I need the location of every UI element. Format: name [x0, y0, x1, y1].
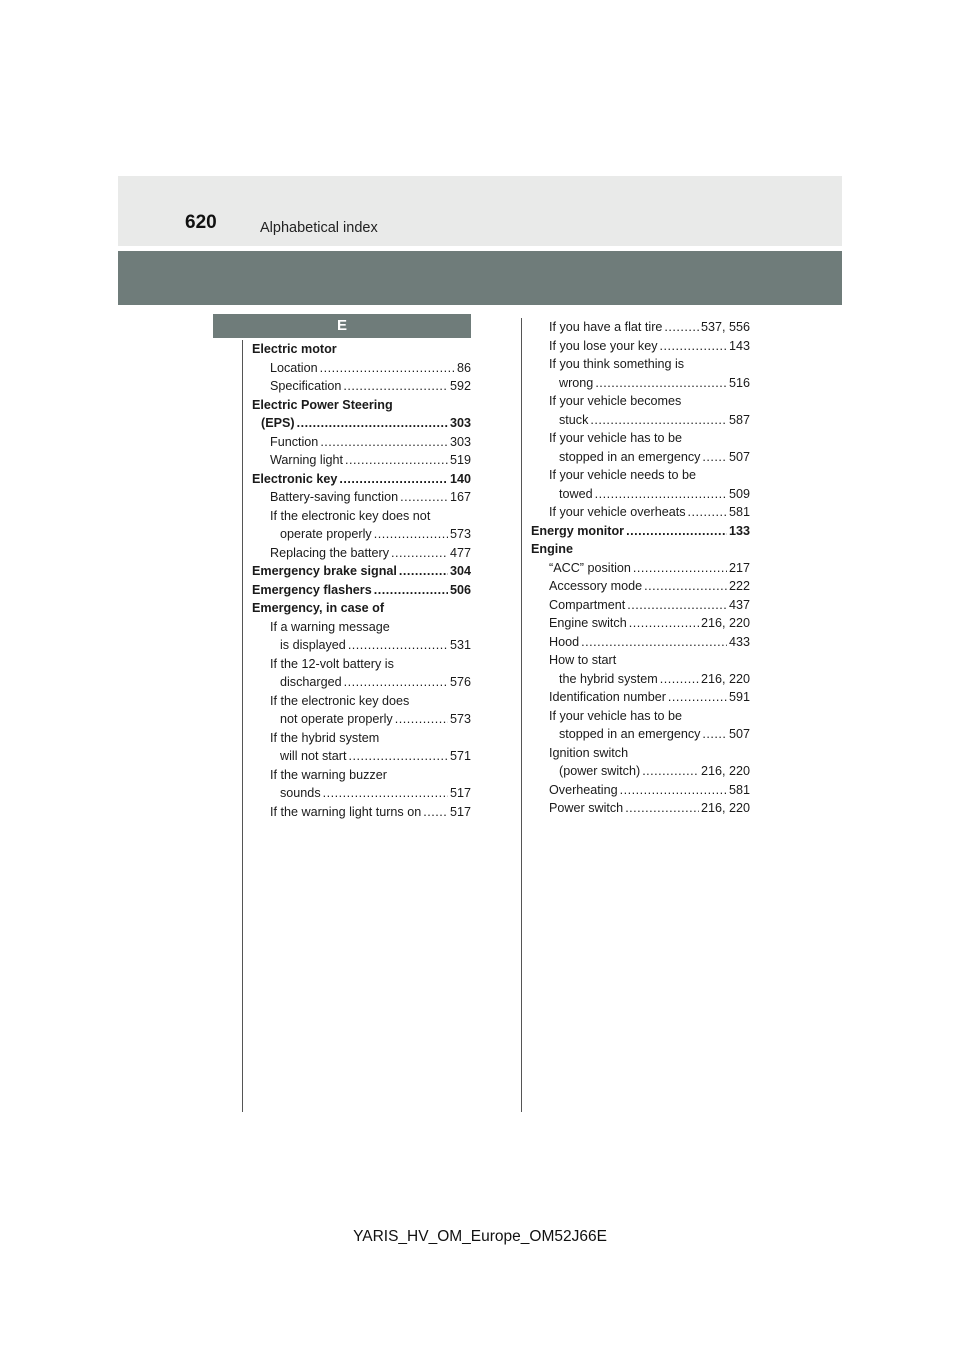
index-entry-page: 216, 220	[700, 801, 750, 815]
dot-leader	[423, 803, 448, 822]
index-entry-term: Accessory mode	[549, 579, 643, 593]
index-entry-term: is displayed	[280, 638, 346, 652]
index-entry	[531, 596, 750, 615]
index-entry	[531, 781, 750, 800]
index-entry	[252, 451, 471, 470]
index-letter-tab: E	[213, 314, 471, 338]
dot-leader	[660, 337, 727, 356]
index-entry	[252, 581, 471, 600]
index-entry-page: 304	[449, 564, 471, 578]
index-entry	[252, 692, 471, 711]
index-entry-term: How to start	[549, 653, 617, 667]
index-entry-term: Identification number	[549, 690, 666, 704]
index-entry-page: 537, 556	[700, 320, 750, 334]
index-entry-term: Energy monitor	[531, 523, 625, 538]
index-entry	[531, 466, 750, 485]
index-entry	[531, 670, 750, 689]
index-entry-term: If your vehicle needs to be	[549, 468, 697, 482]
index-entry	[531, 633, 750, 652]
index-entry	[531, 392, 750, 411]
index-entry	[252, 747, 471, 766]
index-entry	[252, 655, 471, 674]
dot-leader	[374, 581, 448, 600]
index-entry	[252, 803, 471, 822]
index-entry-term: Engine	[531, 542, 573, 556]
dot-leader	[642, 762, 699, 781]
dot-leader	[627, 596, 727, 615]
index-entry-page: 587	[728, 412, 750, 427]
index-entry-page: 592	[449, 379, 471, 393]
index-entry-page: 517	[449, 786, 471, 800]
dot-leader	[349, 747, 448, 766]
index-entry-term: If your vehicle overheats	[549, 505, 686, 519]
index-entry	[531, 448, 750, 467]
index-entry-page: 167	[449, 490, 471, 504]
index-entry-page: 581	[728, 782, 750, 797]
index-entry	[252, 340, 471, 359]
index-entry-term: Power switch	[549, 801, 624, 815]
index-entry	[531, 559, 750, 578]
dot-leader	[595, 374, 727, 393]
dot-leader	[668, 688, 727, 707]
index-entry	[252, 433, 471, 452]
dot-leader	[688, 503, 727, 522]
dot-leader	[625, 799, 699, 818]
index-entry-term: Emergency flashers	[252, 582, 372, 597]
index-entry	[531, 762, 750, 781]
index-entry-page: 506	[449, 582, 471, 597]
index-entry-term: If you lose your key	[549, 338, 658, 353]
index-entry-term: Emergency brake signal	[252, 564, 397, 578]
index-entry	[531, 522, 750, 541]
index-entry-page: 216, 220	[700, 671, 750, 686]
header-top-band	[118, 176, 842, 246]
index-entry-term: Hood	[549, 634, 580, 649]
page-number: 620	[185, 212, 217, 233]
index-entry-term: the hybrid system	[559, 671, 658, 686]
index-entry-term: Electric Power Steering	[252, 397, 393, 412]
index-entry-term: (power switch)	[559, 764, 641, 778]
index-entry-page: 509	[728, 486, 750, 501]
index-entry-term: Warning light	[270, 453, 344, 467]
index-entry-page: 217	[728, 560, 750, 575]
index-entry-term: If your vehicle has to be	[549, 708, 683, 723]
index-entry	[252, 673, 471, 692]
index-entry-page: 507	[728, 727, 750, 741]
dot-leader	[374, 525, 448, 544]
index-entry-term: towed	[559, 486, 593, 501]
index-column-right	[531, 318, 750, 818]
index-entry	[531, 688, 750, 707]
index-entry-term: If the electronic key does not	[270, 508, 431, 523]
dot-leader	[323, 784, 448, 803]
dot-leader	[590, 411, 727, 430]
index-entry	[531, 503, 750, 522]
index-entry-term: stopped in an emergency	[559, 727, 701, 741]
index-entry	[252, 710, 471, 729]
index-entry	[252, 377, 471, 396]
dot-leader	[581, 633, 727, 652]
index-entry-page: 516	[728, 375, 750, 390]
dot-leader	[660, 670, 699, 689]
index-entry-page: 576	[449, 675, 471, 689]
index-entry-page: 581	[728, 505, 750, 519]
index-entry-term: If the warning buzzer	[270, 767, 387, 782]
dot-leader	[702, 448, 727, 467]
index-entry-page: 517	[449, 804, 471, 819]
index-entry	[252, 784, 471, 803]
index-entry	[252, 525, 471, 544]
section-title: Alphabetical index	[260, 220, 378, 236]
index-entry-page: 143	[728, 338, 750, 353]
dot-leader	[664, 318, 699, 337]
dot-leader	[626, 522, 727, 541]
index-entry	[252, 470, 471, 489]
index-entry-term: Function	[270, 434, 319, 449]
dot-leader	[348, 636, 448, 655]
dot-leader	[339, 470, 448, 489]
index-entry-term: sounds	[280, 786, 321, 800]
index-entry	[252, 636, 471, 655]
dot-leader	[633, 559, 727, 578]
index-entry	[252, 507, 471, 526]
dot-leader	[620, 781, 727, 800]
index-entry	[252, 414, 471, 433]
index-entry	[531, 799, 750, 818]
dot-leader	[344, 673, 448, 692]
index-entry-page: 133	[728, 523, 750, 538]
index-entry-page: 86	[456, 360, 471, 375]
index-entry	[531, 374, 750, 393]
dot-leader	[702, 725, 727, 744]
index-entry-page: 216, 220	[700, 616, 750, 630]
index-entry-term: operate properly	[280, 527, 372, 541]
document-code: YARIS_HV_OM_Europe_OM52J66E	[353, 1228, 607, 1245]
index-entry-term: If a warning message	[270, 619, 390, 634]
header-band	[118, 251, 842, 305]
index-entry-page: 437	[728, 597, 750, 612]
index-entry	[531, 744, 750, 763]
index-entry	[531, 540, 750, 559]
left-column-rule	[242, 340, 243, 1112]
index-entry-term: discharged	[280, 675, 342, 689]
index-entry-term: If the 12-volt battery is	[270, 656, 394, 671]
index-entry-term: Replacing the battery	[270, 545, 390, 560]
index-entry	[531, 355, 750, 374]
index-entry-page: 531	[449, 638, 471, 652]
index-entry	[252, 766, 471, 785]
index-entry-term: stuck	[559, 412, 589, 427]
index-entry-term: Engine switch	[549, 616, 627, 630]
index-entry	[531, 725, 750, 744]
index-entry-page: 519	[449, 453, 471, 467]
dot-leader	[320, 359, 455, 378]
index-entry-term: If your vehicle becomes	[549, 394, 682, 408]
index-entry-term: “ACC” position	[549, 560, 631, 575]
index-entry-term: Compartment	[549, 597, 626, 612]
index-entry	[252, 599, 471, 618]
index-entry-term: not operate properly	[280, 712, 393, 726]
index-entry-term: Specification	[270, 379, 342, 393]
index-entry	[531, 651, 750, 670]
index-entry	[252, 488, 471, 507]
index-entry-page: 477	[449, 545, 471, 560]
index-entry-page: 591	[728, 690, 750, 704]
index-entry	[252, 359, 471, 378]
index-entry-term: Location	[270, 360, 318, 375]
index-entry-page: 573	[449, 712, 471, 726]
dot-leader	[644, 577, 727, 596]
dot-leader	[629, 614, 699, 633]
index-entry	[252, 562, 471, 581]
index-entry-page: 222	[728, 579, 750, 593]
index-entry-term: stopped in an emergency	[559, 449, 701, 464]
index-entry-term: wrong	[559, 375, 594, 390]
index-entry-term: Emergency, in case of	[252, 601, 385, 615]
index-entry	[531, 577, 750, 596]
index-entry	[252, 618, 471, 637]
dot-leader	[297, 414, 448, 433]
dot-leader	[320, 433, 448, 452]
index-entry-page: 216, 220	[700, 764, 750, 778]
index-entry	[531, 318, 750, 337]
index-entry-term: If the electronic key does	[270, 693, 410, 708]
index-entry-page: 571	[449, 749, 471, 763]
index-entry-term: If your vehicle has to be	[549, 431, 683, 445]
index-entry	[531, 337, 750, 356]
index-entry-term: will not start	[280, 749, 347, 763]
dot-leader	[595, 485, 727, 504]
index-entry	[531, 429, 750, 448]
index-entry-page: 433	[728, 634, 750, 649]
dot-leader	[400, 488, 448, 507]
index-entry-page: 140	[449, 471, 471, 486]
dot-leader	[343, 377, 448, 396]
index-entry-term: (EPS)	[261, 416, 295, 430]
index-entry-term: Electronic key	[252, 471, 338, 486]
dot-leader	[399, 562, 448, 581]
index-entry-term: If the warning light turns on	[270, 804, 422, 819]
index-entry-page: 507	[728, 449, 750, 464]
index-entry-term: Ignition switch	[549, 745, 629, 760]
index-entry-term: Overheating	[549, 782, 618, 797]
index-entry-term: If you think something is	[549, 357, 685, 371]
index-entry	[252, 729, 471, 748]
index-entry-page: 303	[449, 416, 471, 430]
dot-leader	[395, 710, 448, 729]
right-column-rule	[521, 318, 522, 1112]
index-entry-term: Electric motor	[252, 342, 337, 356]
index-column-left	[252, 340, 471, 821]
index-entry	[252, 544, 471, 563]
index-entry	[252, 396, 471, 415]
index-entry	[531, 485, 750, 504]
index-entry	[531, 411, 750, 430]
dot-leader	[345, 451, 448, 470]
index-entry-page: 573	[449, 527, 471, 541]
index-entry	[531, 614, 750, 633]
index-entry-term: If the hybrid system	[270, 730, 380, 745]
index-entry-page: 303	[449, 434, 471, 449]
dot-leader	[391, 544, 448, 563]
index-entry-term: If you have a flat tire	[549, 320, 663, 334]
index-entry	[531, 707, 750, 726]
index-entry-term: Battery-saving function	[270, 490, 399, 504]
